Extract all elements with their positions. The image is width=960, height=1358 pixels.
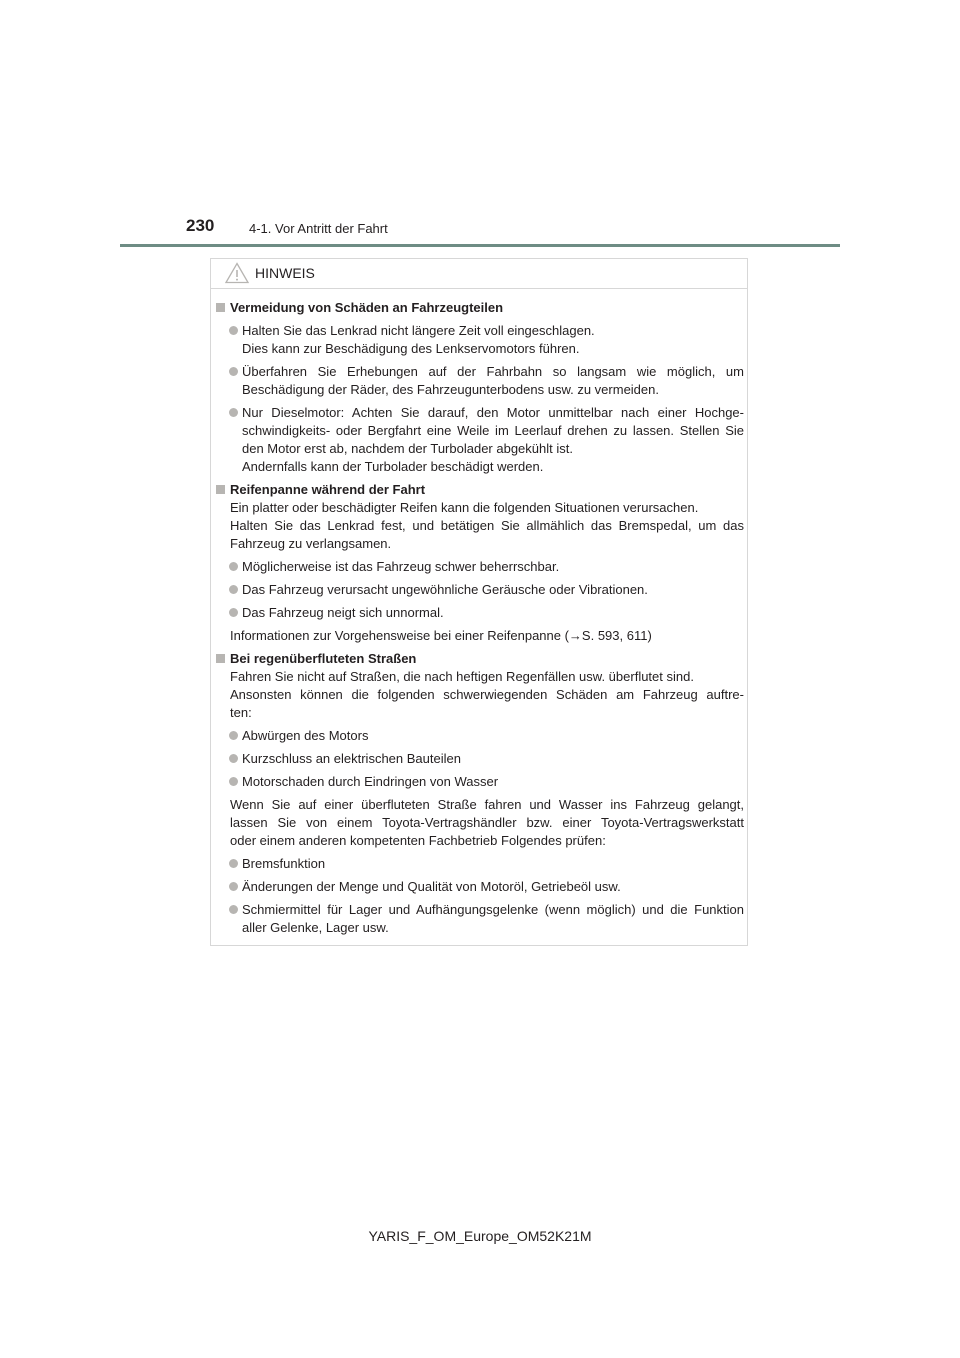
notice-paragraph	[216, 796, 744, 850]
text-line: Fahrzeug zu verlangsamen.	[230, 536, 392, 551]
round-bullet-icon	[229, 777, 238, 786]
bullet-item	[216, 750, 744, 768]
text-line: Nur Dieselmotor: Achten Sie darauf, den Motor unmittelbar nach einer Hochge-	[242, 405, 744, 420]
text-line: ten:	[230, 705, 252, 720]
bullet-item	[216, 878, 744, 896]
text-line: Bremsfunktion	[242, 856, 326, 871]
square-bullet-icon	[216, 654, 225, 663]
text-line: den Motor erst ab, nachdem der Turbolader abgekühlt ist.	[242, 441, 573, 456]
round-bullet-icon	[229, 585, 238, 594]
notice-heading	[216, 650, 744, 668]
bullet-item	[216, 404, 744, 476]
text-line: Fahren Sie nicht auf Straßen, die nach heftigen Regenfällen usw. überflutet sind.	[230, 669, 694, 684]
text-line: Vermeidung von Schäden an Fahrzeugteilen	[230, 300, 504, 315]
text-line: Abwürgen des Motors	[242, 728, 369, 743]
text-line: Möglicherweise ist das Fahrzeug schwer beherrschbar.	[242, 559, 560, 574]
text-line: Andernfalls kann der Turbolader beschädigt werden.	[242, 459, 544, 474]
bullet-item	[216, 581, 744, 599]
text-line: Dies kann zur Beschädigung des Lenkservomotors führen.	[242, 341, 580, 356]
square-bullet-icon	[216, 303, 225, 312]
round-bullet-icon	[229, 608, 238, 617]
text-line: Informationen zur Vorgehensweise bei einer Reifenpanne (→S. 593, 611)	[230, 628, 652, 643]
warning-triangle-icon	[225, 262, 249, 284]
square-bullet-icon	[216, 485, 225, 494]
bullet-item	[216, 901, 744, 937]
bullet-item	[216, 727, 744, 745]
bullet-item	[216, 558, 744, 576]
bullet-item	[216, 363, 744, 399]
bullet-item	[216, 855, 744, 873]
text-line: aller Gelenke, Lager usw.	[242, 920, 389, 935]
bullet-item	[216, 773, 744, 791]
text-line: Schmiermittel für Lager und Aufhängungsgelenke (wenn möglich) und die Funktion	[242, 902, 744, 917]
bullet-item	[216, 322, 744, 358]
text-line: Das Fahrzeug verursacht ungewöhnliche Geräusche oder Vibrationen.	[242, 582, 648, 597]
notice-heading	[216, 299, 744, 317]
header-rule	[120, 244, 840, 247]
footer-doc-id: YARIS_F_OM_Europe_OM52K21M	[368, 1228, 592, 1244]
notice-title: HINWEIS	[255, 265, 315, 281]
text-line: oder einem anderen kompetenten Fachbetrieb Folgendes prüfen:	[230, 833, 606, 848]
text-line: schwindigkeits- oder Bergfahrt eine Weile im Leerlauf drehen zu lassen. Stellen Sie	[242, 423, 744, 438]
section-title: 4-1. Vor Antritt der Fahrt	[249, 221, 388, 236]
text-line: Halten Sie das Lenkrad nicht längere Zeit voll eingeschlagen.	[242, 323, 595, 338]
notice-paragraph	[216, 627, 744, 645]
round-bullet-icon	[229, 562, 238, 571]
text-line: Überfahren Sie Erhebungen auf der Fahrbahn so langsam wie möglich, um	[242, 364, 744, 379]
round-bullet-icon	[229, 367, 238, 376]
notice-box	[210, 258, 748, 946]
text-line: Wenn Sie auf einer überfluteten Straße fahren und Wasser ins Fahrzeug gelangt,	[230, 797, 744, 812]
round-bullet-icon	[229, 859, 238, 868]
page-number: 230	[186, 216, 215, 235]
text-line: Motorschaden durch Eindringen von Wasser	[242, 774, 499, 789]
text-line: Halten Sie das Lenkrad fest, und betätigen Sie allmählich das Bremspedal, um das	[230, 518, 744, 533]
text-line: Kurzschluss an elektrischen Bauteilen	[242, 751, 461, 766]
round-bullet-icon	[229, 326, 238, 335]
notice-body	[216, 299, 744, 942]
notice-heading	[216, 481, 744, 499]
notice-header	[211, 259, 747, 289]
text-line: Änderungen der Menge und Qualität von Motoröl, Getriebeöl usw.	[242, 879, 621, 894]
notice-paragraph	[216, 668, 744, 722]
text-line: Ansonsten können die folgenden schwerwiegenden Schäden am Fahrzeug auftre-	[230, 687, 744, 702]
text-line: lassen Sie von einem Toyota-Vertragshändler bzw. einer Toyota-Vertragswerkstatt	[230, 815, 744, 830]
notice-paragraph	[216, 499, 744, 553]
round-bullet-icon	[229, 882, 238, 891]
round-bullet-icon	[229, 905, 238, 914]
text-line: Beschädigung der Räder, des Fahrzeugunterbodens usw. zu vermeiden.	[242, 382, 659, 397]
round-bullet-icon	[229, 754, 238, 763]
round-bullet-icon	[229, 408, 238, 417]
bullet-item	[216, 604, 744, 622]
text-line: Ein platter oder beschädigter Reifen kann die folgenden Situationen verursachen.	[230, 500, 699, 515]
text-line: Das Fahrzeug neigt sich unnormal.	[242, 605, 444, 620]
text-line: Bei regenüberfluteten Straßen	[230, 651, 417, 666]
round-bullet-icon	[229, 731, 238, 740]
text-line: Reifenpanne während der Fahrt	[230, 482, 426, 497]
